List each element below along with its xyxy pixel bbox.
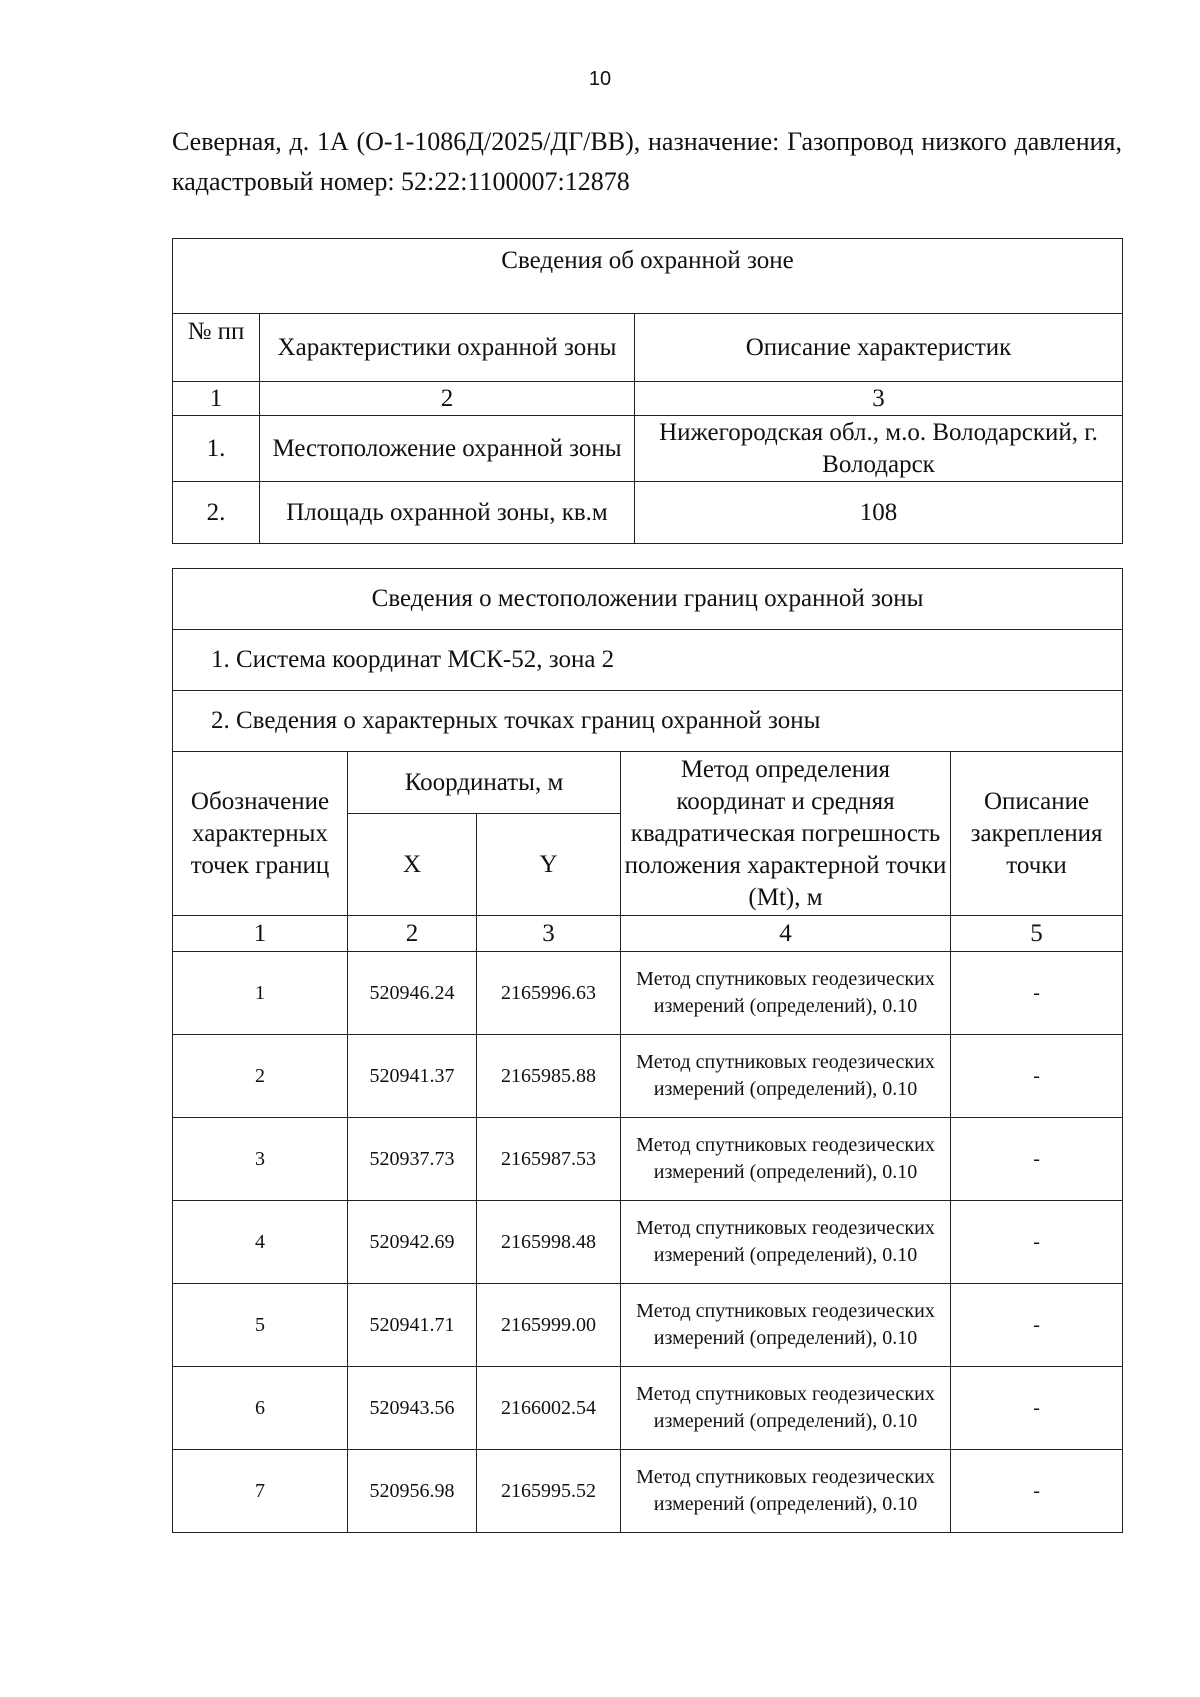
point-fixing: - <box>951 1118 1123 1201</box>
header-method: Метод определения координат и средняя квадратическая погрешность положения характерной точки (Mt), м <box>621 752 951 916</box>
row-characteristic: Площадь охранной зоны, кв.м <box>260 482 635 544</box>
point-x: 520943.56 <box>348 1367 477 1450</box>
point-id: 7 <box>173 1450 348 1533</box>
point-fixing: - <box>951 1201 1123 1284</box>
point-y: 2165995.52 <box>477 1450 621 1533</box>
point-id: 6 <box>173 1367 348 1450</box>
point-method: Метод спутниковых геодезических измерений (определений), 0.10 <box>621 1118 951 1201</box>
boundary-info-table <box>172 568 1123 1533</box>
point-id: 4 <box>173 1201 348 1284</box>
header-description: Описание характеристик <box>635 314 1123 382</box>
point-x: 520937.73 <box>348 1118 477 1201</box>
point-row <box>173 1118 1123 1201</box>
col-number: 5 <box>951 916 1123 952</box>
row-characteristic: Местоположение охранной зоны <box>260 416 635 482</box>
col-number: 2 <box>260 382 635 416</box>
point-x: 520941.71 <box>348 1284 477 1367</box>
header-num: № пп <box>173 314 260 382</box>
points-title: 2. Сведения о характерных точках границ охранной зоны <box>173 691 1123 752</box>
boundary-info-title: Сведения о местоположении границ охранной зоны <box>173 569 1123 630</box>
point-fixing: - <box>951 1284 1123 1367</box>
page-number: 10 <box>588 68 612 90</box>
col-number: 2 <box>348 916 477 952</box>
point-y: 2165987.53 <box>477 1118 621 1201</box>
row-num: 1. <box>173 416 260 482</box>
table-row <box>173 416 1123 482</box>
row-num: 2. <box>173 482 260 544</box>
point-id: 3 <box>173 1118 348 1201</box>
point-x: 520942.69 <box>348 1201 477 1284</box>
header-fixing: Описание закрепления точки <box>951 752 1123 916</box>
point-method: Метод спутниковых геодезических измерений (определений), 0.10 <box>621 1367 951 1450</box>
col-number: 1 <box>173 382 260 416</box>
row-description: Нижегородская обл., м.о. Володарский, г. Володарск <box>635 416 1123 482</box>
zone-info-table <box>172 238 1123 544</box>
coord-system: 1. Система координат МСК-52, зона 2 <box>173 630 1123 691</box>
col-number: 3 <box>477 916 621 952</box>
point-row <box>173 1284 1123 1367</box>
point-method: Метод спутниковых геодезических измерений (определений), 0.10 <box>621 952 951 1035</box>
point-x: 520946.24 <box>348 952 477 1035</box>
header-coords: Координаты, м <box>348 752 621 814</box>
point-row <box>173 952 1123 1035</box>
point-fixing: - <box>951 1450 1123 1533</box>
point-row <box>173 1367 1123 1450</box>
table-row <box>173 482 1123 544</box>
point-fixing: - <box>951 952 1123 1035</box>
point-y: 2165998.48 <box>477 1201 621 1284</box>
point-id: 1 <box>173 952 348 1035</box>
point-row <box>173 1201 1123 1284</box>
zone-info-title: Сведения об охранной зоне <box>173 239 1123 314</box>
col-number: 4 <box>621 916 951 952</box>
header-designation: Обозначение характерных точек границ <box>173 752 348 916</box>
point-method: Метод спутниковых геодезических измерений (определений), 0.10 <box>621 1284 951 1367</box>
point-y: 2165996.63 <box>477 952 621 1035</box>
point-y: 2166002.54 <box>477 1367 621 1450</box>
point-method: Метод спутниковых геодезических измерений (определений), 0.10 <box>621 1035 951 1118</box>
point-y: 2165999.00 <box>477 1284 621 1367</box>
point-x: 520941.37 <box>348 1035 477 1118</box>
col-number: 1 <box>173 916 348 952</box>
point-id: 2 <box>173 1035 348 1118</box>
point-x: 520956.98 <box>348 1450 477 1533</box>
header-x: X <box>348 814 477 916</box>
point-method: Метод спутниковых геодезических измерений (определений), 0.10 <box>621 1450 951 1533</box>
point-fixing: - <box>951 1035 1123 1118</box>
point-y: 2165985.88 <box>477 1035 621 1118</box>
intro-paragraph: Северная, д. 1А (О-1-1086Д/2025/ДГ/ВВ), назначение: Газопровод низкого давления, кадастровый номер: 52:22:1100007:12878 <box>172 127 1122 196</box>
header-y: Y <box>477 814 621 916</box>
header-characteristic: Характеристики охранной зоны <box>260 314 635 382</box>
point-row <box>173 1035 1123 1118</box>
point-row <box>173 1450 1123 1533</box>
point-method: Метод спутниковых геодезических измерений (определений), 0.10 <box>621 1201 951 1284</box>
row-description: 108 <box>635 482 1123 544</box>
point-fixing: - <box>951 1367 1123 1450</box>
point-id: 5 <box>173 1284 348 1367</box>
col-number: 3 <box>635 382 1123 416</box>
